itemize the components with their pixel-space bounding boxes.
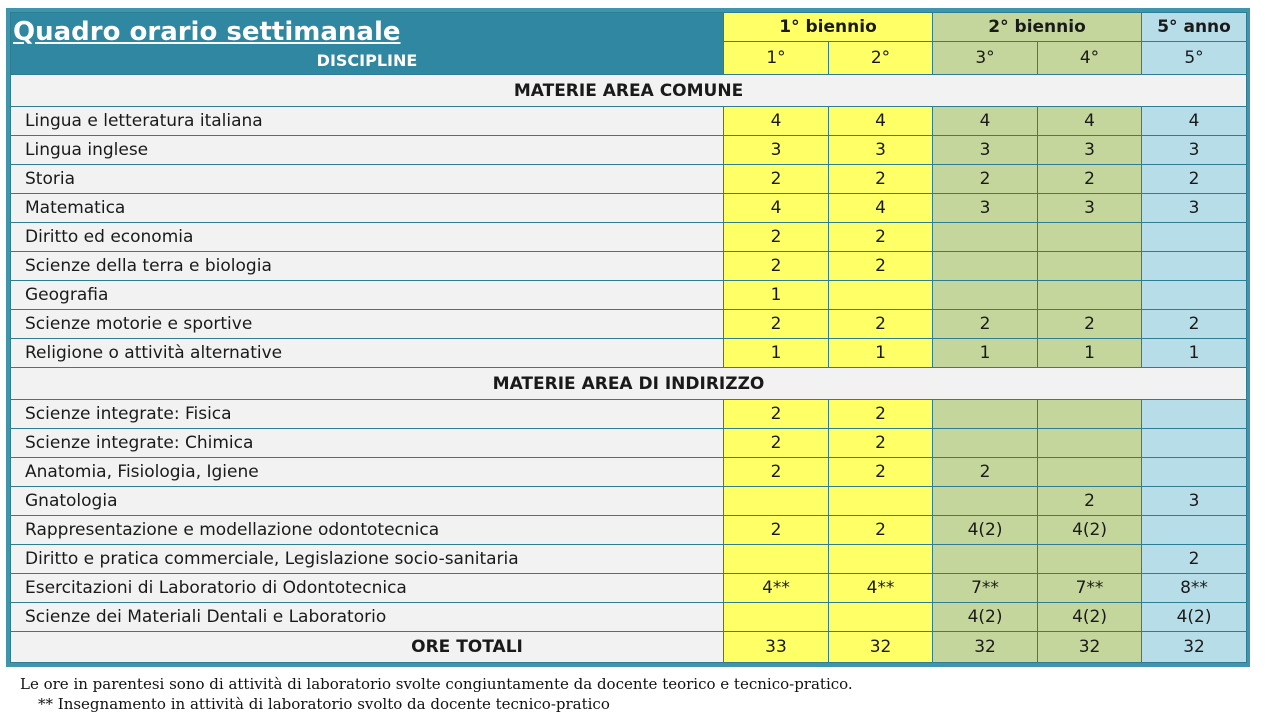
table-row [11, 252, 1247, 281]
footnotes [20, 674, 853, 714]
hours-cell-year-5: 2 [1142, 545, 1247, 574]
table-row [11, 429, 1247, 458]
table-row [11, 574, 1247, 603]
hours-cell-year-4 [1038, 281, 1142, 310]
table-row [11, 545, 1247, 574]
hours-cell-year-3: 4(2) [933, 603, 1038, 632]
section-header: MATERIE AREA DI INDIRIZZO [11, 368, 1247, 400]
hours-cell-year-4: 1 [1038, 339, 1142, 368]
hours-cell-year-4 [1038, 458, 1142, 487]
hours-cell-year-1: 2 [724, 223, 829, 252]
hours-cell-year-4: 4(2) [1038, 516, 1142, 545]
hours-cell-year-2: 2 [829, 310, 933, 339]
discipline-name: Diritto e pratica commerciale, Legislazione socio-sanitaria [11, 545, 724, 574]
hours-cell-year-5: 2 [1142, 310, 1247, 339]
table-row [11, 339, 1247, 368]
hours-cell-year-3 [933, 400, 1038, 429]
table-row [11, 516, 1247, 545]
hours-cell-year-3 [933, 429, 1038, 458]
total-hours-year-1: 33 [724, 632, 829, 663]
section-header: MATERIE AREA COMUNE [11, 75, 1247, 107]
hours-cell-year-5: 3 [1142, 194, 1247, 223]
table-row [11, 603, 1247, 632]
year-header-1: 1° [724, 42, 829, 75]
year-header-3: 3° [933, 42, 1038, 75]
disciplines-header: DISCIPLINE [316, 51, 418, 70]
hours-cell-year-2 [829, 281, 933, 310]
hours-cell-year-3: 2 [933, 458, 1038, 487]
hours-cell-year-4: 3 [1038, 194, 1142, 223]
hours-cell-year-1: 4 [724, 194, 829, 223]
hours-cell-year-5: 1 [1142, 339, 1247, 368]
year-header-4: 4° [1038, 42, 1142, 75]
hours-cell-year-5 [1142, 223, 1247, 252]
table-title: Quadro orario settimanale [13, 17, 401, 47]
hours-cell-year-1 [724, 545, 829, 574]
hours-cell-year-4: 4(2) [1038, 603, 1142, 632]
hours-cell-year-2: 2 [829, 516, 933, 545]
hours-cell-year-4: 3 [1038, 136, 1142, 165]
hours-cell-year-5: 3 [1142, 487, 1247, 516]
discipline-name: Anatomia, Fisiologia, Igiene [11, 458, 724, 487]
discipline-name: Scienze motorie e sportive [11, 310, 724, 339]
hours-cell-year-3 [933, 487, 1038, 516]
hours-cell-year-4: 2 [1038, 487, 1142, 516]
table-row [11, 107, 1247, 136]
table-row [11, 194, 1247, 223]
hours-cell-year-4 [1038, 252, 1142, 281]
hours-cell-year-2: 2 [829, 223, 933, 252]
hours-cell-year-3: 3 [933, 194, 1038, 223]
hours-cell-year-5 [1142, 429, 1247, 458]
hours-cell-year-1: 2 [724, 165, 829, 194]
discipline-name: Lingua e letteratura italiana [11, 107, 724, 136]
hours-cell-year-1 [724, 487, 829, 516]
hours-cell-year-3: 1 [933, 339, 1038, 368]
table-row [11, 400, 1247, 429]
table-row [11, 136, 1247, 165]
hours-cell-year-2: 4 [829, 107, 933, 136]
hours-cell-year-2: 2 [829, 252, 933, 281]
total-hours-year-5: 32 [1142, 632, 1247, 663]
hours-cell-year-3 [933, 545, 1038, 574]
hours-cell-year-4 [1038, 223, 1142, 252]
hours-cell-year-3: 2 [933, 310, 1038, 339]
hours-cell-year-1: 4 [724, 107, 829, 136]
hours-cell-year-4: 4 [1038, 107, 1142, 136]
totals-row [11, 632, 1247, 663]
hours-cell-year-2: 3 [829, 136, 933, 165]
table-row [11, 165, 1247, 194]
hours-cell-year-2: 1 [829, 339, 933, 368]
hours-cell-year-1: 1 [724, 281, 829, 310]
group-header-1-biennio: 1° biennio [724, 13, 933, 42]
group-header-5-anno: 5° anno [1142, 13, 1247, 42]
hours-cell-year-1: 2 [724, 516, 829, 545]
hours-cell-year-3: 7** [933, 574, 1038, 603]
discipline-name: Scienze della terra e biologia [11, 252, 724, 281]
discipline-name: Diritto ed economia [11, 223, 724, 252]
hours-cell-year-3: 4(2) [933, 516, 1038, 545]
hours-cell-year-4: 2 [1038, 310, 1142, 339]
hours-cell-year-2 [829, 603, 933, 632]
table-row [11, 487, 1247, 516]
hours-cell-year-1: 3 [724, 136, 829, 165]
discipline-name: Religione o attività alternative [11, 339, 724, 368]
table-row [11, 310, 1247, 339]
group-header-2-biennio: 2° biennio [933, 13, 1142, 42]
hours-cell-year-2 [829, 545, 933, 574]
hours-cell-year-5: 3 [1142, 136, 1247, 165]
hours-cell-year-2: 2 [829, 400, 933, 429]
discipline-name: Matematica [11, 194, 724, 223]
hours-cell-year-4 [1038, 400, 1142, 429]
hours-cell-year-2: 4 [829, 194, 933, 223]
discipline-name: Esercitazioni di Laboratorio di Odontotecnica [11, 574, 724, 603]
header-title-cell [11, 13, 724, 75]
discipline-name: Gnatologia [11, 487, 724, 516]
discipline-name: Rappresentazione e modellazione odontotecnica [11, 516, 724, 545]
weekly-schedule-table [10, 12, 1247, 663]
hours-cell-year-2: 2 [829, 429, 933, 458]
hours-cell-year-5: 4(2) [1142, 603, 1247, 632]
hours-cell-year-5 [1142, 281, 1247, 310]
hours-cell-year-4: 2 [1038, 165, 1142, 194]
hours-cell-year-5 [1142, 458, 1247, 487]
hours-cell-year-4 [1038, 429, 1142, 458]
hours-cell-year-4: 7** [1038, 574, 1142, 603]
hours-cell-year-3: 4 [933, 107, 1038, 136]
hours-cell-year-1: 1 [724, 339, 829, 368]
hours-cell-year-2: 4** [829, 574, 933, 603]
discipline-name: Scienze integrate: Fisica [11, 400, 724, 429]
discipline-name: Scienze integrate: Chimica [11, 429, 724, 458]
hours-cell-year-2: 2 [829, 458, 933, 487]
hours-cell-year-5: 2 [1142, 165, 1247, 194]
hours-cell-year-4 [1038, 545, 1142, 574]
hours-cell-year-5 [1142, 516, 1247, 545]
discipline-name: Geografia [11, 281, 724, 310]
hours-cell-year-3 [933, 252, 1038, 281]
total-hours-year-4: 32 [1038, 632, 1142, 663]
total-hours-year-3: 32 [933, 632, 1038, 663]
hours-cell-year-5: 8** [1142, 574, 1247, 603]
hours-cell-year-5 [1142, 252, 1247, 281]
hours-cell-year-2: 2 [829, 165, 933, 194]
table-row [11, 281, 1247, 310]
hours-cell-year-1: 2 [724, 429, 829, 458]
hours-cell-year-1: 2 [724, 310, 829, 339]
year-header-2: 2° [829, 42, 933, 75]
table-row [11, 223, 1247, 252]
hours-cell-year-1: 2 [724, 400, 829, 429]
hours-cell-year-1: 2 [724, 458, 829, 487]
hours-cell-year-2 [829, 487, 933, 516]
discipline-name: Storia [11, 165, 724, 194]
hours-cell-year-3: 2 [933, 165, 1038, 194]
hours-cell-year-1: 4** [724, 574, 829, 603]
hours-cell-year-3 [933, 223, 1038, 252]
discipline-name: Scienze dei Materiali Dentali e Laboratorio [11, 603, 724, 632]
total-hours-year-2: 32 [829, 632, 933, 663]
hours-cell-year-1 [724, 603, 829, 632]
hours-cell-year-3: 3 [933, 136, 1038, 165]
footnote-parentheses: Le ore in parentesi sono di attività di laboratorio svolte congiuntamente da docente teorico e tecnico-pratico. [20, 675, 853, 693]
footnote-asterisks: ** Insegnamento in attività di laboratorio svolto da docente tecnico-pratico [38, 695, 610, 713]
table-row [11, 458, 1247, 487]
totals-label: ORE TOTALI [11, 632, 724, 663]
hours-cell-year-3 [933, 281, 1038, 310]
year-header-5: 5° [1142, 42, 1247, 75]
hours-cell-year-5: 4 [1142, 107, 1247, 136]
hours-cell-year-5 [1142, 400, 1247, 429]
discipline-name: Lingua inglese [11, 136, 724, 165]
hours-cell-year-1: 2 [724, 252, 829, 281]
